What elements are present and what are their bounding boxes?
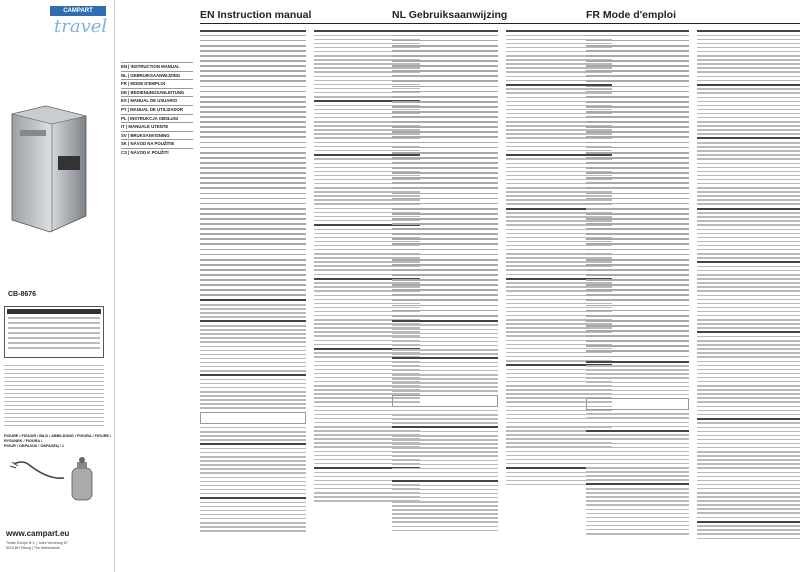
language-item: SV | BRUKSANVISNING — [121, 131, 193, 140]
section-heading-en: EN Instruction manual — [200, 8, 420, 24]
nl-safety-block — [392, 35, 498, 317]
figure-caption: FIGURE / FIGUUR / BILD / ABBILDUNG / FIGURA / FIGURE / RYSUNEK / FIGURA / FIGUR / ОБРАЗОК / ОБРАЗЕЦ / 1 — [4, 434, 112, 448]
cover-panel — [0, 0, 115, 572]
language-index — [121, 62, 193, 157]
language-item: CS | NÁVOD K POUŽITÍ — [121, 148, 193, 157]
section-heading-nl: NL Gebruiksaanwijzing — [392, 8, 612, 24]
section-dutch — [392, 8, 612, 566]
language-item: PT | MANUAL DE UTILIZADOR — [121, 105, 193, 114]
fr-safety-block — [586, 35, 689, 358]
rating-label — [4, 306, 104, 358]
model-number: CB-8676 — [8, 291, 37, 298]
language-item: FR | MODE D'EMPLOI — [121, 79, 193, 88]
language-item: SK | NÁVOD NA POUŽITIE — [121, 139, 193, 148]
language-item: EN | INSTRUCTION MANUAL — [121, 62, 193, 71]
company-address: Tristar Europe B.V. | Jules Verneweg 87 5015 BH Tilburg | The Netherlands — [6, 541, 68, 550]
fr-column-left — [586, 28, 689, 566]
fr-column-right — [697, 28, 800, 566]
spec-table — [4, 362, 104, 426]
nl-column-left — [392, 28, 498, 566]
section-french — [586, 8, 800, 566]
product-image-coolbox — [8, 66, 88, 244]
website-url: www.campart.eu — [6, 529, 70, 538]
logo-script: travel — [54, 16, 108, 37]
language-item: IT | MANUALE UTENTE — [121, 122, 193, 131]
language-item: NL | GEBRUIKSAANWIJZING — [121, 71, 193, 80]
language-item: PL | INSTRUKCJA OBSŁUGI — [121, 114, 193, 123]
gas-hose-figure — [8, 450, 108, 506]
section-heading-fr: FR Mode d'emploi — [586, 8, 800, 24]
section-english — [200, 8, 420, 566]
campart-travel-logo — [50, 6, 108, 40]
en-column-left — [200, 28, 306, 566]
language-item: DE | BEDIENUNGSANLEITUNG — [121, 88, 193, 97]
logo-plate: CAMPART — [50, 6, 106, 16]
en-safety-block — [200, 35, 306, 297]
language-item: ES | MANUAL DE USUARIO — [121, 96, 193, 105]
